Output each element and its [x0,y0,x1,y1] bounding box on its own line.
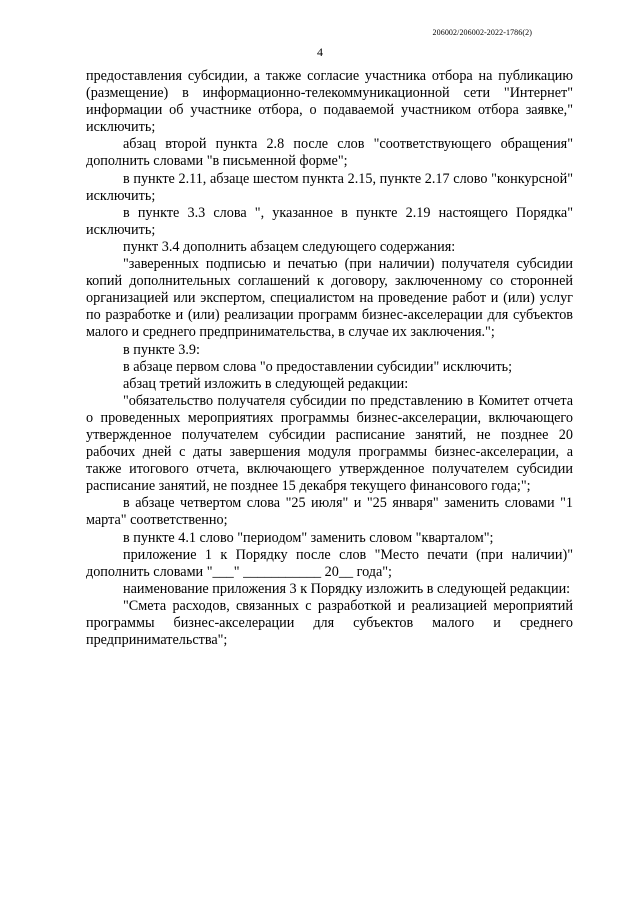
paragraph: приложение 1 к Порядку после слов "Место печати (при наличии)" дополнить словами "___" ___________ 20__ года"; [86,546,573,580]
paragraph: в пункте 2.11, абзаце шестом пункта 2.15, пункте 2.17 слово "конкурсной" исключить; [86,170,573,204]
paragraph: в пункте 3.3 слова ", указанное в пункте 2.19 настоящего Порядка" исключить; [86,204,573,238]
paragraph: в абзаце четвертом слова "25 июля" и "25 января" заменить словами "1 марта" соответственно; [86,495,573,529]
paragraph: пункт 3.4 дополнить абзацем следующего содержания: [123,238,456,255]
paragraph: в пункте 3.9: [123,341,200,358]
paragraph: в пункте 4.1 слово "периодом" заменить словом "кварталом"; [123,529,494,546]
page-number: 4 [317,45,323,59]
paragraph: наименование приложения 3 к Порядку изложить в следующей редакции: [123,580,571,597]
paragraph: "заверенных подписью и печатью (при наличии) получателя субсидии копий дополнительных соглашений к договору, заключенному со сторонней организацией или экспертом, специалистом на проведение работ и (или) услуг по разработке и (или) реализации программ бизнес-акселерации для субъектов малого и среднего предпринимательства, в случае их заключения."; [86,256,573,341]
paragraph: "обязательство получателя субсидии по представлению в Комитет отчета о проведенных мероприятиях программы бизнес-акселерации, включающего утвержденное получателем субсидии расписание занятий, не позднее 20 рабочих дней с даты завершения модуля программы бизнес-акселерации, а также итогового отчета, включающего утвержденное получателем субсидии расписание занятий, не позднее 15 декабря текущего финансового года;"; [86,392,573,495]
paragraph: в абзаце первом слова "о предоставлении субсидии" исключить; [123,358,513,375]
paragraph: "Смета расходов, связанных с разработкой и реализацией мероприятий программы бизнес-акселерации для субъектов малого и среднего предпринимательства"; [86,597,573,649]
paragraph: абзац третий изложить в следующей редакции: [123,375,409,392]
document-registration-number: 206002/206002-2022-1786(2) [432,28,532,37]
document-body [86,68,573,649]
paragraph: предоставления субсидии, а также согласие участника отбора на публикацию (размещение) в информационно-телекоммуникационной сети "Интернет" информации об участнике отбора, о подаваемой участником отбора заявке," исключить; [86,68,573,136]
paragraph: абзац второй пункта 2.8 после слов "соответствующего обращения" дополнить словами "в письменной форме"; [86,136,573,170]
